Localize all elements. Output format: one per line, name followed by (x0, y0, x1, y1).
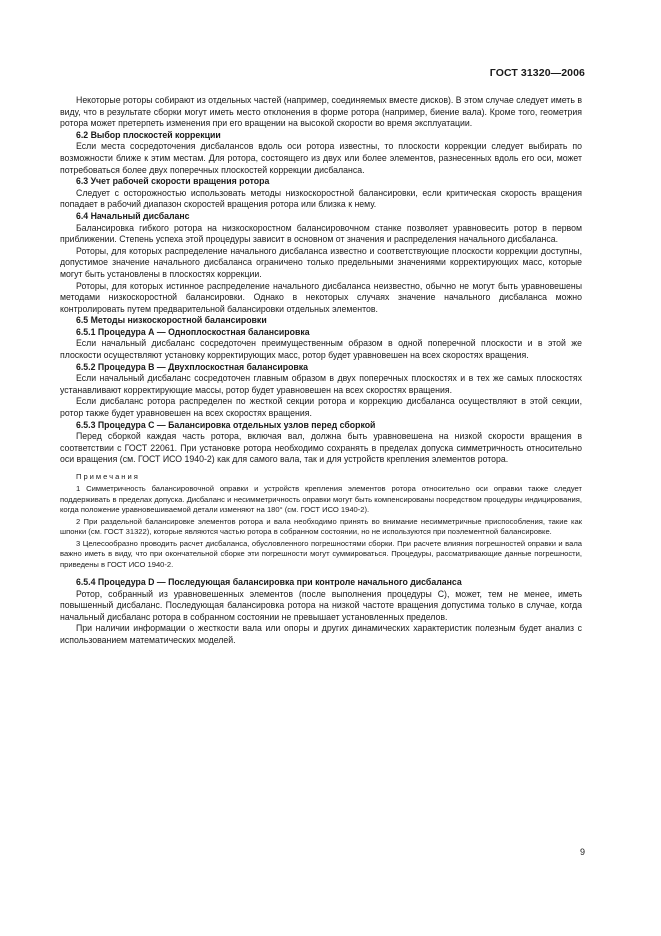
page-number: 9 (579, 847, 585, 857)
paragraph: При наличии информации о жесткости вала или опоры и других динамических характеристик полезным будет анализ с использованием математических моделей. (60, 623, 582, 645)
paragraph: Если начальный дисбаланс сосредоточен преимущественным образом в одной поперечной плоскости и в этой же плоскости осуществляют установку корректирующих масс, ротор будет уравновешен на всех скоростях вращения. (60, 338, 582, 361)
paragraph: Перед сборкой каждая часть ротора, включая вал, должна быть уравновешена на низкой скорости вращения в соответствии с ГОСТ 22061. При установке ротора необходимо сохранять в пределах допуска симметричность относительно оси вращения (см. ГОСТ ИСО 1940-2) как для самого вала, так и для устройств крепления элементов ротора. (60, 431, 582, 465)
paragraph: Если начальный дисбаланс сосредоточен главным образом в двух поперечных плоскостях и в тех же самых плоскостях устанавливают корректирующие массы, ротор будет уравновешен на всех скоростях вращения. (60, 373, 582, 395)
section-heading: 6.5.3 Процедура С — Балансировка отдельных узлов перед сборкой (76, 419, 376, 430)
paragraph: Некоторые роторы собирают из отдельных частей (например, соединяемых вместе дисков). В этом случае следует иметь в виду, что в результате сборки могут иметь место отклонения в форме ротора (например, биение вала). Кроме того, геометрия ротора может претерпеть изменения при его вращении на высокой скорости во время эксплуатации. (60, 95, 582, 129)
section-heading: 6.5 Методы низкоскоростной балансировки (76, 315, 267, 326)
note-item: 3 Целесообразно проводить расчет дисбаланса, обусловленного погрешностями сборки. При расчете влияния погрешностей оправки и вала важно иметь в виду, что при окончательной сборке эти погрешности могут суммироваться. Процедуры, рассматривающие данные погрешности, приведены в ГОСТ ИСО 1940-2. (60, 538, 582, 569)
paragraph: Ротор, собранный из уравновешенных элементов (после выполнения процедуры С), может, тем не менее, иметь повышенный дисбаланс. Последующая балансировка ротора на низкой частоте вращения допустима только в случае, когда начальный дисбаланс ротора в собранном состоянии не превышает установленных пределов. (60, 588, 582, 622)
document-body (60, 95, 582, 647)
paragraph: Следует с осторожностью использовать методы низкоскоростной балансировки, если критическая скорость вращения попадает в рабочий диапазон скоростей вращения ротора или близка к нему. (60, 187, 582, 210)
notes-title: Примечания (76, 472, 140, 481)
paragraph: Если дисбаланс ротора распределен по жесткой секции ротора и коррекцию дисбаланса осуществляют в этой секции, ротор также будет уравновешен на всех скоростях вращения. (60, 396, 582, 419)
paragraph: Если места сосредоточения дисбалансов вдоль оси ротора известны, то плоскости коррекции следует выбирать по возможности ближе к этим местам. Для ротора, состоящего из двух или более элементов, разнесенных вдоль его оси, может потребоваться более двух поперечных плоскостей коррекции дисбаланса. (60, 141, 582, 175)
section-heading: 6.2 Выбор плоскостей коррекции (76, 129, 221, 140)
paragraph: Роторы, для которых распределение начального дисбаланса известно и соответствующие плоскости коррекции доступны, допустимое значение начального дисбаланса ограничено только предельными значениями корректирующих масс, которые могут быть установлены в плоскостях коррекции. (60, 245, 582, 279)
section-heading: 6.4 Начальный дисбаланс (76, 210, 190, 221)
section-heading: 6.5.4 Процедура D — Последующая балансировка при контроле начального дисбаланса (76, 577, 462, 587)
note-item: 2 При раздельной балансировке элементов ротора и вала необходимо принять во внимание несимметричные приспособления, такие как шпонки (см. ГОСТ 31322), которые являются частью ротора в собранном состоянии, но не используются при поэлементной балансировке. (60, 516, 582, 536)
section-heading: 6.3 Учет рабочей скорости вращения ротора (76, 176, 270, 187)
note-item: 1 Симметричность балансировочной оправки и устройств крепления элементов ротора относительно оси оправки также следует поддерживать в пределах допуска. Дисбаланс и несимметричность оправки могут быть компенсированы посредством процедуры индицирования, когда положение уравновешиваемой детали изменяют на 180° (см. ГОСТ ИСО 1940-2). (60, 484, 582, 514)
paragraph: Балансировка гибкого ротора на низкоскоростном балансировочном станке позволяет уравновесить ротор в первом приближении. Степень успеха этой процедуры зависит в основном от значения и распределения начального дисбаланса. (60, 222, 582, 245)
paragraph: Роторы, для которых истинное распределение начального дисбаланса неизвестно, обычно не могут быть уравновешены методами низкоскоростной балансировки. Однако в некоторых случаях значение начального дисбаланса можно контролировать путем предварительной балансировки отдельных элементов. (60, 280, 582, 314)
document-header: ГОСТ 31320—2006 (489, 67, 585, 79)
section-heading: 6.5.2 Процедура В — Двухплоскостная балансировка (76, 361, 309, 372)
section-heading: 6.5.1 Процедура А — Одноплоскостная балансировка (76, 326, 310, 337)
